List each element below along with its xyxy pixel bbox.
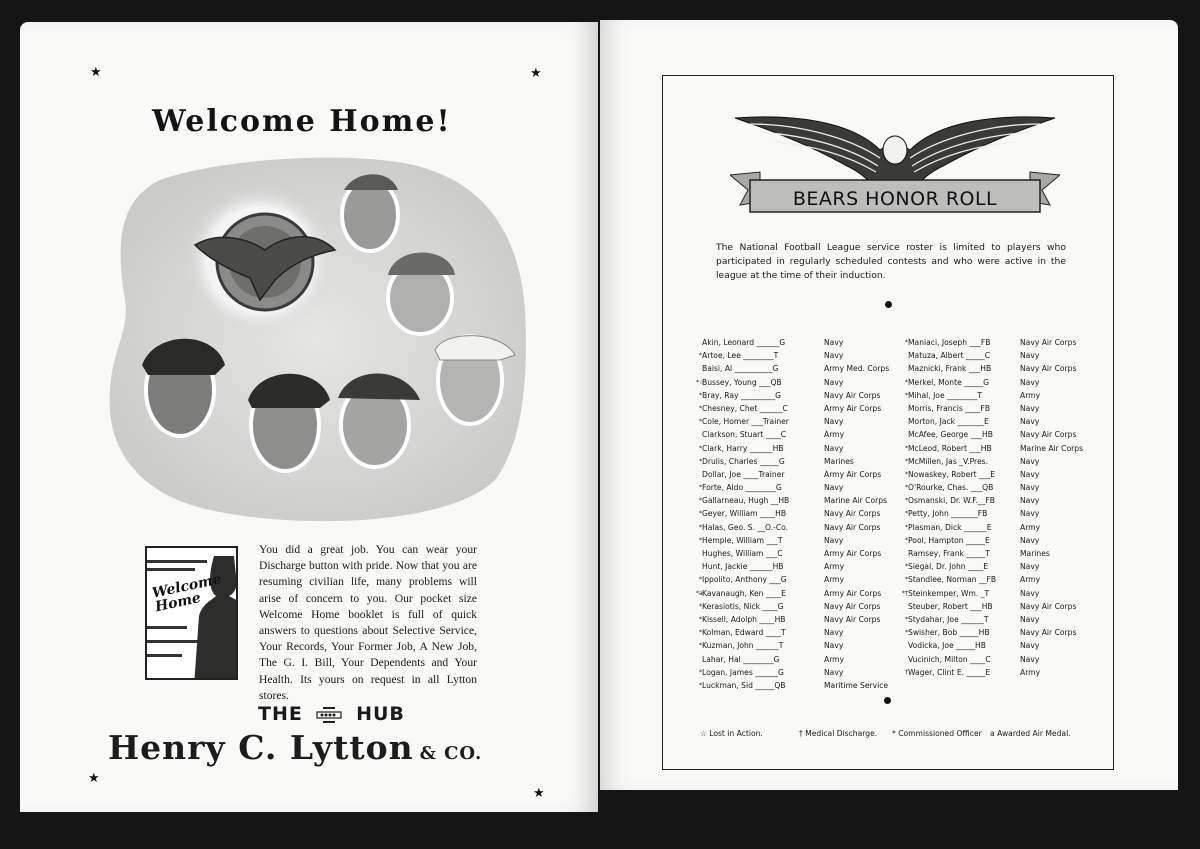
roster-mark: * <box>699 629 702 637</box>
service-branch: Navy <box>1020 417 1040 427</box>
service-branch: Navy <box>1020 496 1040 506</box>
roster-entry <box>902 653 1083 666</box>
store-name-main: Henry C. Lytton <box>108 728 414 767</box>
roster-mark: * <box>699 444 702 452</box>
roster-entry <box>902 468 1083 481</box>
roster-entry <box>696 442 889 455</box>
roster-entry <box>696 573 889 586</box>
roster-entry <box>696 336 889 349</box>
roster-entry <box>902 402 1083 415</box>
player-name-position: Kerasiotis, Nick ____G <box>702 601 784 611</box>
service-branch: Navy <box>824 417 844 427</box>
roster-mark: † <box>905 668 908 676</box>
legend-lost-in-action: ☆ Lost in Action. <box>700 729 763 738</box>
roster-entry <box>902 573 1083 586</box>
roster-entry <box>902 362 1083 375</box>
roster-entry <box>696 428 889 441</box>
hub-emblem-icon <box>316 707 342 723</box>
service-branch: Marines <box>1020 549 1050 558</box>
roster-entry <box>902 442 1083 455</box>
player-name-position: McMillen, Jas _V.Pres. <box>908 456 989 466</box>
star-ornament: ★ <box>530 66 542 81</box>
roster-entry <box>902 336 1083 349</box>
player-name-position: Steinkemper, Wm. _T <box>908 588 990 598</box>
player-name-position: Akin, Leonard ______G <box>702 338 786 347</box>
service-branch: Army <box>824 562 845 572</box>
player-name-position: Ippolito, Anthony ___G <box>702 575 787 585</box>
roster-mark: * <box>905 457 908 465</box>
roster-entry <box>696 402 889 415</box>
service-branch: Army <box>1020 575 1041 585</box>
player-name-position: Baisi, Al __________G <box>702 364 779 374</box>
roster-mark: * <box>699 497 702 505</box>
service-branch: Navy <box>824 628 844 638</box>
player-name-position: Hemple, William ___T <box>702 535 783 545</box>
roster-mark: * <box>905 484 908 492</box>
roster-mark: * <box>699 404 702 412</box>
roster-mark: * <box>905 536 908 544</box>
eagle-icon <box>735 117 1055 190</box>
roster-entry <box>902 455 1083 468</box>
player-name-position: McLeod, Robert ___HB <box>908 443 992 453</box>
roster-mark: * <box>905 497 908 505</box>
roster-entry <box>696 639 889 652</box>
roster-mark: * <box>699 642 702 650</box>
roster-mark: * <box>905 510 908 518</box>
roster-mark: * <box>905 576 908 584</box>
roster-entry <box>696 415 889 428</box>
roster-entry <box>902 494 1083 507</box>
service-branch: Marine Air Corps <box>1020 443 1084 453</box>
ad-body-copy: You did a great job. You can wear your Discharge button with pride. Now that you are resuming civilian life, many problems will arise of concern to you. Our pocket size Welcome Home booklet is full of quick answers to questions about Selective Service, Your Records, Your Former Job, A New Job, The G. I. Bill, Your Dependents and Your Health. Its yours on request in all Lytton stores. <box>259 543 477 702</box>
roster-entry <box>696 653 889 666</box>
service-branch: Marine Air Corps <box>824 496 888 506</box>
service-branch: Navy <box>1020 469 1040 479</box>
player-name-position: Drulis, Charles _____G <box>702 456 785 466</box>
service-branch: Navy <box>824 641 844 651</box>
wac-woman-face <box>388 253 455 335</box>
player-name-position: Kuzman, John ______T <box>702 641 784 651</box>
player-name-position: Lahar, Hal ________G <box>702 654 780 664</box>
roster-intro-text: The National Football League service roster is limited to players who participated in regularly scheduled contests and who were active in the league at the time of their induction. <box>716 242 1066 282</box>
roster-entry <box>696 600 889 613</box>
service-branch: Army <box>824 430 845 440</box>
roster-mark: * <box>699 391 702 399</box>
player-name-position: Ramsey, Frank _____T <box>908 549 990 558</box>
roster-entry <box>902 587 1083 600</box>
service-branch: Navy <box>824 535 844 545</box>
player-name-position: Osmanski, Dr. W.F.__FB <box>908 496 995 506</box>
roster-mark: * <box>699 681 702 689</box>
roster-mark: * <box>905 629 908 637</box>
roster-entry <box>902 613 1083 626</box>
roster-entry <box>902 626 1083 639</box>
player-name-position: Gallarneau, Hugh __HB <box>702 496 790 506</box>
player-name-position: Morton, Jack _______E <box>908 417 989 427</box>
roster-entry <box>902 481 1083 494</box>
service-branch: Navy <box>1020 456 1040 466</box>
player-name-position: Luckman, Sid _____QB <box>702 680 786 690</box>
player-name-position: Merkel, Monte _____G <box>908 377 990 387</box>
roster-entry <box>902 547 1083 560</box>
roster-mark: * <box>699 457 702 465</box>
legend-commissioned-officer: * Commissioned Officer <box>892 729 982 738</box>
service-branch: Navy <box>1020 509 1040 519</box>
service-branch: Navy <box>1020 483 1040 493</box>
roster-mark: * <box>699 576 702 584</box>
roster-entry <box>696 666 889 679</box>
service-branch: Navy <box>824 443 844 453</box>
roster-mark: * <box>905 615 908 623</box>
roster-entry <box>696 679 889 692</box>
player-name-position: McAfee, George ___HB <box>908 430 993 440</box>
player-name-position: Nowaskey, Robert ___E <box>908 469 996 479</box>
roster-mark: *☆ <box>696 378 705 386</box>
player-name-position: Steuber, Robert ___HB <box>908 601 993 611</box>
player-name-position: Vodicka, Joe _____HB <box>908 641 986 651</box>
service-branch: Army Air Corps <box>824 403 882 413</box>
service-branch: Navy Air Corps <box>1020 601 1077 611</box>
roster-mark: * <box>699 510 702 518</box>
hub-word-hub: HUB <box>356 703 405 725</box>
player-name-position: Chesney, Chet ______C <box>702 403 788 413</box>
star-ornament: ★ <box>90 65 102 80</box>
player-name-position: Maniaci, Joseph ___FB <box>908 338 991 347</box>
roster-entry <box>696 547 889 560</box>
roster-entry <box>696 507 889 520</box>
player-name-position: Swisher, Bob _____HB <box>908 628 990 638</box>
service-branch: Navy <box>1020 654 1040 664</box>
service-branch: Navy Air Corps <box>824 601 881 611</box>
roster-mark: * <box>905 470 908 478</box>
roster-entry <box>696 376 889 389</box>
player-name-position: Morris, Francis ____FB <box>908 403 991 413</box>
bullet-divider <box>885 301 892 308</box>
player-name-position: Bray, Ray _________G <box>702 390 782 400</box>
player-name-position: Stydahar, Joe ______T <box>908 614 989 624</box>
player-name-position: O'Rourke, Chas. ___QB <box>908 483 994 493</box>
star-ornament: ★ <box>533 786 545 801</box>
service-branch: Army <box>824 654 845 664</box>
player-name-position: Artoe, Lee ________T <box>702 351 779 361</box>
service-branch: Navy <box>824 667 844 677</box>
roster-entry <box>696 534 889 547</box>
roster-mark: * <box>699 615 702 623</box>
service-branch: Navy Air Corps <box>824 614 881 624</box>
roster-mark: * <box>905 523 908 531</box>
service-branch: Navy <box>1020 614 1040 624</box>
service-branch: Navy Air Corps <box>824 390 881 400</box>
roster-column-right <box>902 336 1083 679</box>
player-name-position: Kissell, Adolph ____HB <box>702 614 786 624</box>
roster-mark: * <box>699 536 702 544</box>
roster-entry <box>902 415 1083 428</box>
player-name-position: Plasman, Dick ______E <box>908 522 992 532</box>
roster-mark: * <box>699 352 702 360</box>
roster-entry <box>696 349 889 362</box>
roster-entry <box>696 455 889 468</box>
service-branch: Navy <box>1020 403 1040 413</box>
player-name-position: Cole, Homer ___Trainer <box>702 417 789 427</box>
roster-entry <box>902 428 1083 441</box>
roster-column-left <box>696 336 889 692</box>
roster-entry <box>902 534 1083 547</box>
roster-entry <box>902 376 1083 389</box>
player-name-position: Matuza, Albert _____C <box>908 351 991 361</box>
service-branch: Army Med. Corps <box>824 364 890 374</box>
player-name-position: Kavanaugh, Ken ____E <box>702 588 786 598</box>
player-name-position: Logan, James ______G <box>702 667 784 677</box>
roster-mark: * <box>905 563 908 571</box>
service-branch: Navy <box>1020 351 1040 361</box>
ad-headline: Welcome Home! <box>152 104 452 139</box>
roster-mark: *† <box>902 589 908 597</box>
service-branch: Navy <box>1020 588 1040 598</box>
honor-roll-title: BEARS HONOR ROLL <box>792 188 998 210</box>
service-branch: Navy <box>824 351 844 361</box>
service-members-illustration <box>100 150 540 530</box>
service-branch: Navy <box>1020 535 1040 545</box>
welcome-home-booklet-image <box>145 546 238 680</box>
player-name-position: Hunt, Jackie ______HB <box>702 562 784 572</box>
player-name-position: Kolman, Edward ____T <box>702 628 786 638</box>
service-branch: Navy Air Corps <box>1020 338 1077 347</box>
service-branch: Navy Air Corps <box>1020 628 1077 638</box>
player-name-position: Siegal, Dr. John ____E <box>908 562 989 572</box>
roster-entry <box>696 362 889 375</box>
service-branch: Army <box>824 575 845 585</box>
roster-entry <box>902 560 1083 573</box>
roster-entry <box>696 389 889 402</box>
service-branch: Army <box>1020 522 1041 532</box>
service-branch: Army Air Corps <box>824 588 882 598</box>
roster-entry <box>696 613 889 626</box>
service-branch: Navy <box>1020 641 1040 651</box>
service-branch: Navy Air Corps <box>1020 430 1077 440</box>
hub-word-the: THE <box>258 703 303 725</box>
soldier-face <box>342 174 398 251</box>
service-branch: Army <box>1020 667 1041 677</box>
roster-mark: * <box>699 418 702 426</box>
service-branch: Maritime Service <box>824 680 889 690</box>
roster-mark: * <box>699 668 702 676</box>
service-branch: Navy <box>1020 562 1040 572</box>
player-name-position: Mihal, Joe ________T <box>908 390 983 400</box>
star-ornament: ★ <box>88 771 100 786</box>
roster-entry <box>902 507 1083 520</box>
service-branch: Navy <box>824 338 844 347</box>
service-branch: Navy Air Corps <box>824 522 881 532</box>
roster-entry <box>696 468 889 481</box>
player-name-position: Pool, Hampton _____E <box>908 535 990 545</box>
roster-entry <box>902 639 1083 652</box>
player-name-position: Petty, John _______FB <box>908 509 988 519</box>
roster-mark: * <box>905 391 908 399</box>
service-branch: Navy Air Corps <box>824 509 881 519</box>
roster-entry <box>902 349 1083 362</box>
roster-entry <box>696 494 889 507</box>
the-hub-logo <box>258 703 405 725</box>
roster-mark: * <box>905 444 908 452</box>
roster-mark: * <box>699 523 702 531</box>
service-branch: Army Air Corps <box>824 469 882 479</box>
roster-entry <box>902 600 1083 613</box>
player-name-position: Maznicki, Frank ___HB <box>908 364 992 374</box>
player-name-position: Halas, Geo. S. __O.-Co. <box>702 522 789 532</box>
store-name <box>108 728 482 767</box>
player-name-position: Vucinich, Milton ____C <box>908 654 991 664</box>
roster-entry <box>696 626 889 639</box>
player-name-position: Bussey, Young ___QB <box>702 377 782 387</box>
roster-entry <box>696 560 889 573</box>
player-name-position: Hughes, William ___C <box>702 549 783 558</box>
player-name-position: Forte, Aldo ________G <box>702 483 782 493</box>
roster-entry <box>902 521 1083 534</box>
booklet-cover-title: Welcome Home <box>150 571 223 616</box>
roster-entry <box>696 521 889 534</box>
roster-mark: * <box>905 378 908 386</box>
player-name-position: Clarkson, Stuart ____C <box>702 430 787 440</box>
service-branch: Navy Air Corps <box>1020 364 1077 374</box>
legend-air-medal: a Awarded Air Medal. <box>990 729 1071 738</box>
store-name-suffix: & CO. <box>419 743 483 764</box>
service-branch: Navy <box>824 377 844 387</box>
bullet-divider <box>884 697 891 704</box>
player-name-position: Clark, Harry ______HB <box>702 443 784 453</box>
player-name-position: Wager, Clint E. _____E <box>908 667 991 677</box>
roster-entry <box>696 481 889 494</box>
player-name-position: Dollar, Joe ____Trainer <box>702 469 785 479</box>
roster-entry <box>902 666 1083 679</box>
service-branch: Navy <box>824 483 844 493</box>
legend-medical-discharge: † Medical Discharge. <box>799 729 878 738</box>
service-branch: Navy <box>1020 377 1040 387</box>
roster-mark: * <box>905 339 908 346</box>
roster-mark: * <box>699 484 702 492</box>
roster-entry <box>696 587 889 600</box>
roster-mark: *a <box>696 589 703 597</box>
player-name-position: Standlee, Norman __FB <box>908 575 997 585</box>
service-branch: Army <box>1020 390 1041 400</box>
player-name-position: Geyer, William ____HB <box>702 509 787 519</box>
service-branch: Army Air Corps <box>824 549 882 558</box>
service-branch: Marines <box>824 456 854 466</box>
roster-mark: * <box>699 602 702 610</box>
roster-entry <box>902 389 1083 402</box>
